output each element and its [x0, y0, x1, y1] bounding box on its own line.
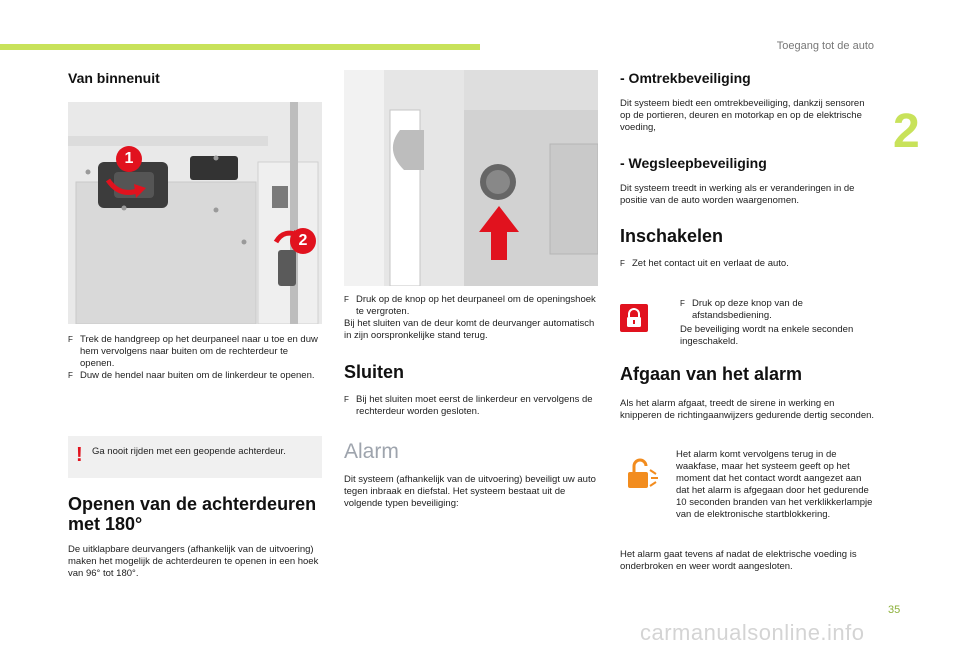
unlock-icon — [620, 454, 660, 494]
alarm-text: Dit systeem (afhankelijk van de uitvoering) beveiligt uw auto tegen inbraak en diefstal. Het systeem bestaat uit de volgende typen beveiliging: — [344, 474, 596, 509]
inschakelen-bullet — [620, 258, 876, 270]
paragraph: Bij het sluiten van de deur komt de deurvanger automatisch in zijn oorspronkelijke stand terug. — [344, 318, 595, 341]
bullet-item — [68, 334, 322, 370]
warning-icon: ! — [76, 444, 83, 466]
bullet-item — [620, 258, 876, 270]
bullet-icon: F — [68, 371, 73, 380]
chapter-number: 2 — [893, 105, 920, 158]
bullet-item — [680, 298, 876, 322]
col2-intro — [344, 294, 598, 342]
bullet-icon: F — [344, 395, 349, 404]
heading-inschakelen: Inschakelen — [620, 226, 724, 246]
bullet-text: Trek de handgreep op het deurpaneel naar u toe en duw hem vervolgens naar buiten om de rechterdeur te openen. — [80, 334, 318, 369]
door-catch-drawing — [344, 70, 598, 286]
knop-text: De beveiliging wordt na enkele seconden ingeschakeld. — [680, 324, 854, 347]
warning-text: Ga nooit rijden met een geopende achterdeur. — [92, 446, 286, 457]
bullet-icon: F — [620, 259, 625, 268]
bullet-text: Zet het contact uit en verlaat de auto. — [632, 258, 789, 269]
bullet-item — [344, 394, 598, 418]
bullet-icon: F — [68, 335, 73, 344]
section-title: Toegang tot de auto — [776, 40, 874, 52]
afgaan-text: Als het alarm afgaat, treedt de sirene in werking en knipperen de richtingaanwijzers gedurende dertig seconden. — [620, 398, 875, 421]
bullet-item — [68, 370, 322, 382]
afgaan-icon-text: Het alarm komt vervolgens terug in de waakfase, maar het systeem geeft op het moment dat het contact wordt aangezet aan dat het alarm is afgegaan door het gedurende 10 seconden branden van het verklikkerlampje van de elektronische startblokkering. — [676, 449, 873, 520]
warning-box — [68, 436, 322, 478]
heading-alarm: Alarm — [344, 440, 399, 463]
knop-bullet — [680, 298, 876, 322]
heading-wegsleepbeveiliging: - Wegsleepbeveiliging — [620, 155, 767, 171]
omtrek-text: Dit systeem biedt een omtrekbeveiliging, dankzij sensoren op de portieren, deuren en motorkap en op de elektrische voeding, — [620, 98, 865, 133]
open180-text: De uitklapbare deurvangers (afhankelijk van de uitvoering) maken het mogelijk de achterdeuren te openen in een hoek van 96° tot 180°. — [68, 544, 319, 579]
bullet-icon: F — [680, 299, 685, 308]
watermark: carmanualsonline.info — [640, 620, 865, 645]
unlock-icon-graphic — [620, 454, 660, 494]
bullet-item — [344, 294, 598, 318]
door-catch-illustration — [344, 70, 598, 286]
header-accent-bar — [0, 44, 480, 50]
bullet-text: Druk op de knop op het deurpaneel om de openingshoek te vergroten. — [356, 294, 596, 317]
callout-1: 1 — [116, 146, 142, 172]
heading-afgaan-alarm: Afgaan van het alarm — [620, 364, 803, 384]
page-number: 35 — [888, 604, 901, 616]
bullet-text: Duw de hendel naar buiten om de linkerdeur te openen. — [80, 370, 315, 381]
door-interior-drawing — [68, 102, 322, 324]
callout-2: 2 — [290, 228, 316, 254]
heading-van-binnenuit: Van binnenuit — [68, 70, 160, 86]
bullet-text: Bij het sluiten moet eerst de linkerdeur en vervolgens de rechterdeur worden gesloten. — [356, 394, 593, 417]
wegsleep-text: Dit systeem treedt in werking als er veranderingen in de positie van de auto worden waargenomen. — [620, 183, 855, 206]
heading-omtrekbeveiliging: - Omtrekbeveiliging — [620, 70, 751, 86]
door-interior-illustration — [68, 102, 322, 324]
heading-openen-180: Openen van de achterdeuren met 180° — [68, 494, 317, 534]
sluiten-bullet — [344, 394, 598, 418]
heading-sluiten: Sluiten — [344, 362, 405, 382]
bullet-icon: F — [344, 295, 349, 304]
col1-bullets — [68, 334, 322, 382]
lock-icon-graphic — [620, 304, 648, 332]
bullet-text: Druk op deze knop van de afstandsbediening. — [692, 298, 803, 321]
lock-icon — [620, 304, 648, 332]
afgaan-footer: Het alarm gaat tevens af nadat de elektrische voeding is onderbroken en weer wordt aangesloten. — [620, 549, 857, 572]
